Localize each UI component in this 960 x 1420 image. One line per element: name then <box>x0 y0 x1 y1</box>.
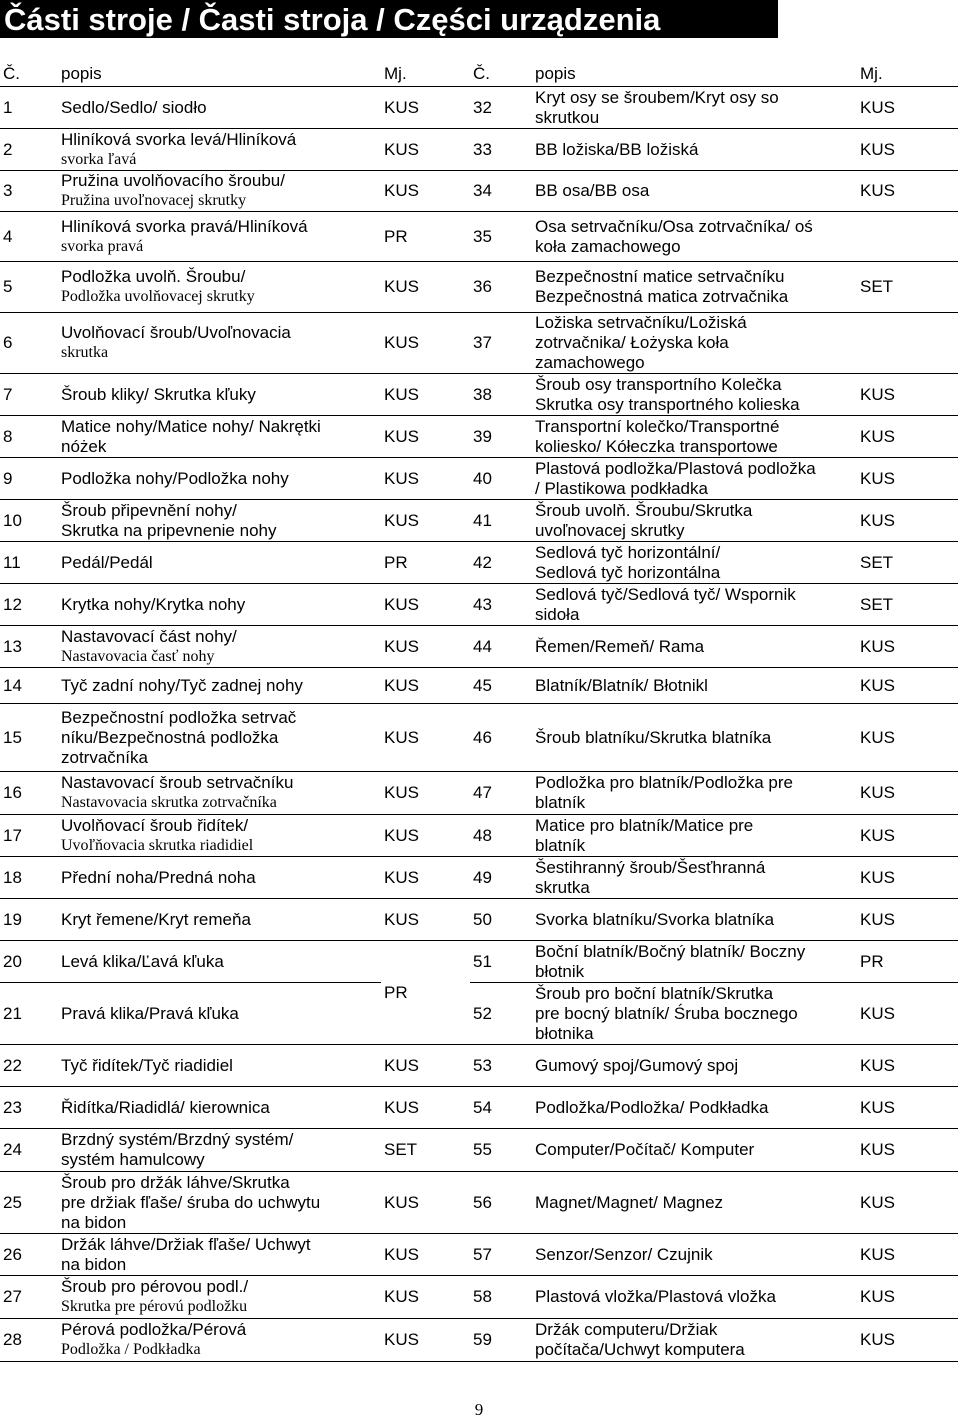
description-line: Kryt osy se šroubem/Kryt osy so <box>535 87 779 107</box>
part-number: 21 <box>0 983 58 1045</box>
part-unit: KUS <box>857 458 958 500</box>
part-description <box>58 416 381 458</box>
description-line: Držák láhve/Držiak fľaše/ Uchwyt <box>61 1234 311 1254</box>
part-unit: KUS <box>381 815 470 857</box>
description-line: pre držiak fľaše/ śruba do uchwytu <box>61 1192 321 1212</box>
table-row <box>0 374 958 416</box>
part-description <box>532 262 857 313</box>
part-number: 6 <box>0 313 58 374</box>
part-unit: PR <box>381 941 470 1045</box>
part-unit: KUS <box>381 584 470 626</box>
description-line: Krytka nohy/Krytka nohy <box>61 594 246 614</box>
description-line: Řemen/Remeň/ Rama <box>535 636 705 656</box>
part-number: 57 <box>470 1234 532 1276</box>
description-line: pre bocný blatník/ Śruba bocznego <box>535 1003 798 1023</box>
description-line: Plastová vložka/Plastová vložka <box>535 1287 776 1306</box>
part-description <box>58 1172 381 1234</box>
part-unit: KUS <box>381 704 470 772</box>
description-line: Řidítka/Riadidlá/ kierownica <box>61 1097 270 1117</box>
part-unit: PR <box>857 941 958 983</box>
part-number: 53 <box>470 1045 532 1087</box>
part-number: 26 <box>0 1234 58 1276</box>
column-header-description: popis <box>532 62 857 87</box>
part-description <box>532 500 857 542</box>
part-unit: KUS <box>381 899 470 941</box>
table-row <box>0 899 958 941</box>
description-line: systém hamulcowy <box>61 1150 205 1169</box>
description-line: Transportní kolečko/Transportné <box>535 416 780 436</box>
description-line: Boční blatník/Bočný blatník/ Boczny <box>535 941 806 961</box>
part-unit: KUS <box>381 1087 470 1129</box>
part-number: 41 <box>470 500 532 542</box>
part-number: 8 <box>0 416 58 458</box>
table-row <box>0 313 958 374</box>
part-unit: KUS <box>857 129 958 171</box>
description-line: nóżek <box>61 436 107 456</box>
description-line: BB osa/BB osa <box>535 181 650 200</box>
part-number: 33 <box>470 129 532 171</box>
part-description <box>532 129 857 171</box>
part-description <box>532 171 857 212</box>
part-number: 28 <box>0 1319 58 1362</box>
description-line: Šroub osy transportního Kolečka <box>535 374 782 394</box>
part-description <box>58 584 381 626</box>
part-number: 34 <box>470 171 532 212</box>
part-description <box>58 668 381 704</box>
description-line: Magnet/Magnet/ Magnez <box>535 1192 724 1212</box>
part-number: 44 <box>470 626 532 668</box>
part-number: 18 <box>0 857 58 899</box>
part-number: 16 <box>0 772 58 815</box>
column-header-number: Č. <box>0 62 58 87</box>
description-line: zamachowego <box>535 353 645 372</box>
part-number: 56 <box>470 1172 532 1234</box>
part-unit: KUS <box>381 1172 470 1234</box>
part-number: 39 <box>470 416 532 458</box>
part-unit: KUS <box>381 857 470 899</box>
table-row <box>0 1234 958 1276</box>
description-line: blatník <box>535 835 586 855</box>
part-unit: KUS <box>381 500 470 542</box>
part-unit: KUS <box>381 87 470 129</box>
description-line: Tyč zadní nohy/Tyč zadnej nohy <box>61 675 303 695</box>
part-number: 25 <box>0 1172 58 1234</box>
description-line: Šroub pro pérovou podl./ <box>61 1277 249 1296</box>
part-unit: KUS <box>857 1129 958 1172</box>
part-description <box>532 212 857 262</box>
description-line: zotrvačníka <box>61 747 148 767</box>
part-number: 55 <box>470 1129 532 1172</box>
table-row <box>0 704 958 772</box>
part-unit: KUS <box>381 1045 470 1087</box>
description-line: Svorka blatníku/Svorka blatníka <box>535 909 775 929</box>
part-number: 37 <box>470 313 532 374</box>
description-line: Držák computeru/Držiak <box>535 1320 718 1339</box>
description-line: Podložka / Podkładka <box>61 1341 201 1358</box>
part-unit: PR <box>381 212 470 262</box>
part-description <box>58 262 381 313</box>
part-unit: SET <box>857 262 958 313</box>
part-description <box>58 815 381 857</box>
part-number: 13 <box>0 626 58 668</box>
description-line: Šroub pro držák láhve/Skrutka <box>61 1172 290 1192</box>
description-line: Nastavovacia skrutka zotrvačníka <box>61 794 277 811</box>
part-description <box>532 1045 857 1087</box>
part-number: 35 <box>470 212 532 262</box>
part-number: 15 <box>0 704 58 772</box>
description-line: Skrutka osy transportného kolieska <box>535 394 800 414</box>
page-number: 9 <box>474 1400 484 1419</box>
table-row <box>0 584 958 626</box>
part-number: 24 <box>0 1129 58 1172</box>
part-number: 11 <box>0 542 58 584</box>
part-number: 7 <box>0 374 58 416</box>
description-line: na bidon <box>61 1212 127 1232</box>
part-unit: KUS <box>381 171 470 212</box>
part-description <box>532 1234 857 1276</box>
description-line: uvoľnovacej skrutky <box>535 520 685 540</box>
description-line: Blatník/Blatník/ Błotnikl <box>535 675 708 695</box>
table-row <box>0 1129 958 1172</box>
part-number: 43 <box>470 584 532 626</box>
description-line: Ložiska setrvačníku/Ložiská <box>535 313 747 332</box>
table-row <box>0 1087 958 1129</box>
part-number: 38 <box>470 374 532 416</box>
part-number: 19 <box>0 899 58 941</box>
part-unit: KUS <box>857 1319 958 1362</box>
part-unit: KUS <box>857 500 958 542</box>
description-line: Nastavovací část nohy/ <box>61 626 237 646</box>
table-row <box>0 941 958 983</box>
part-description <box>58 772 381 815</box>
part-description <box>58 1129 381 1172</box>
table-row <box>0 1319 958 1362</box>
description-line: Sedlová tyč/Sedlová tyč/ Wspornik <box>535 584 796 604</box>
description-line: Podložka nohy/Podložka nohy <box>61 468 289 488</box>
part-description <box>58 941 381 983</box>
table-row <box>0 815 958 857</box>
description-line: Pružina uvolňovacího šroubu/ <box>61 171 285 190</box>
part-unit: KUS <box>381 626 470 668</box>
part-unit: KUS <box>381 772 470 815</box>
part-description <box>58 87 381 129</box>
description-line: Podložka pro blatník/Podložka pre <box>535 773 793 792</box>
part-unit: KUS <box>381 1234 470 1276</box>
parts-table <box>0 62 958 1362</box>
table-row <box>0 129 958 171</box>
description-line: Brzdný systém/Brzdný systém/ <box>61 1130 294 1149</box>
description-line: Senzor/Senzor/ Czujnik <box>535 1244 713 1264</box>
description-line: počítača/Uchwyt komputera <box>535 1340 745 1359</box>
description-line: skrutkou <box>535 107 600 127</box>
description-line: Matice nohy/Matice nohy/ Nakrętki <box>61 416 321 436</box>
description-line: błotnik <box>535 961 585 981</box>
table-row <box>0 857 958 899</box>
part-unit: KUS <box>381 374 470 416</box>
part-description <box>58 1087 381 1129</box>
description-line: Hliníková svorka pravá/Hliníková <box>61 216 308 236</box>
description-line: Podložka uvolňovacej skrutky <box>61 288 255 305</box>
part-description <box>532 815 857 857</box>
part-unit: KUS <box>381 129 470 171</box>
description-line: Šroub připevnění nohy/ <box>61 500 237 520</box>
part-unit: KUS <box>381 416 470 458</box>
description-line: Uvoľňovacia skrutka riadidiel <box>61 836 254 854</box>
part-unit: KUS <box>381 1319 470 1362</box>
part-number: 54 <box>470 1087 532 1129</box>
part-unit: KUS <box>857 815 958 857</box>
part-number: 32 <box>470 87 532 129</box>
part-description <box>58 542 381 584</box>
part-number: 1 <box>0 87 58 129</box>
part-description <box>532 941 857 983</box>
part-number: 4 <box>0 212 58 262</box>
table-row <box>0 542 958 584</box>
part-number: 42 <box>470 542 532 584</box>
part-number: 49 <box>470 857 532 899</box>
part-unit: KUS <box>857 626 958 668</box>
part-description <box>532 704 857 772</box>
part-unit: KUS <box>857 899 958 941</box>
description-line: blatník <box>535 793 586 812</box>
part-description <box>58 899 381 941</box>
part-description <box>532 1276 857 1319</box>
part-description <box>58 983 381 1045</box>
part-number: 47 <box>470 772 532 815</box>
part-number: 17 <box>0 815 58 857</box>
part-number: 50 <box>470 899 532 941</box>
description-line: / Plastikowa podkładka <box>535 478 708 498</box>
part-number: 51 <box>470 941 532 983</box>
description-line: Šroub pro boční blatník/Skrutka <box>535 983 774 1003</box>
description-line: Pedál/Pedál <box>61 552 153 572</box>
part-number: 27 <box>0 1276 58 1319</box>
part-number: 52 <box>470 983 532 1045</box>
table-row <box>0 1172 958 1234</box>
description-line: Šroub uvolň. Šroubu/Skrutka <box>535 500 753 520</box>
part-description <box>532 1172 857 1234</box>
description-line: Šroub kliky/ Skrutka kľuky <box>61 384 256 404</box>
description-line: Pravá klika/Pravá kľuka <box>61 1003 239 1023</box>
part-number: 12 <box>0 584 58 626</box>
part-description <box>532 772 857 815</box>
part-description <box>532 416 857 458</box>
description-line: Šroub blatníku/Skrutka blatníka <box>535 727 772 747</box>
description-line: skrutka <box>535 877 590 897</box>
table-row <box>0 1045 958 1087</box>
description-line: Hliníková svorka levá/Hliníková <box>61 129 297 149</box>
description-line: Šestihranný šroub/Šesťhranná <box>535 857 766 877</box>
description-line: zotrvačnika/ Łożyska koła <box>535 333 729 352</box>
description-line: Podložka uvolň. Šroubu/ <box>61 267 246 286</box>
table-row <box>0 668 958 704</box>
part-unit: KUS <box>857 1234 958 1276</box>
part-unit: SET <box>857 584 958 626</box>
part-description <box>58 313 381 374</box>
description-line: koliesko/ Kółeczka transportowe <box>535 436 778 456</box>
column-header-number: Č. <box>470 62 532 87</box>
part-unit: KUS <box>381 262 470 313</box>
part-description <box>532 899 857 941</box>
description-line: Skrutka pre pérovú podložku <box>61 1298 248 1315</box>
part-description <box>532 542 857 584</box>
part-number: 10 <box>0 500 58 542</box>
description-line: sidoła <box>535 604 580 624</box>
part-unit: KUS <box>381 313 470 374</box>
part-unit: KUS <box>857 374 958 416</box>
table-row <box>0 772 958 815</box>
description-line: Tyč řidítek/Tyč riadidiel <box>61 1055 233 1075</box>
part-unit: SET <box>857 542 958 584</box>
description-line: níku/Bezpečnostná podložka <box>61 727 279 747</box>
part-unit: PR <box>381 542 470 584</box>
part-unit <box>857 313 958 374</box>
part-number: 23 <box>0 1087 58 1129</box>
column-header-unit: Mj. <box>381 62 470 87</box>
description-line: svorka pravá <box>61 237 144 255</box>
table-header-row <box>0 62 958 87</box>
part-description <box>58 500 381 542</box>
part-description <box>532 1319 857 1362</box>
description-line: Matice pro blatník/Matice pre <box>535 815 754 835</box>
part-description <box>58 704 381 772</box>
part-description <box>58 1234 381 1276</box>
part-unit: KUS <box>857 1276 958 1319</box>
description-line: Nastavovacia časť nohy <box>61 647 215 665</box>
part-number: 40 <box>470 458 532 500</box>
part-unit: KUS <box>857 416 958 458</box>
part-description <box>58 1319 381 1362</box>
description-line: svorka ľavá <box>61 150 137 168</box>
part-description <box>532 668 857 704</box>
part-number: 36 <box>470 262 532 313</box>
table-row <box>0 87 958 129</box>
description-line: koła zamachowego <box>535 236 681 256</box>
part-number: 5 <box>0 262 58 313</box>
part-number: 20 <box>0 941 58 983</box>
part-unit: KUS <box>857 983 958 1045</box>
table-row <box>0 171 958 212</box>
part-description <box>532 458 857 500</box>
description-line: BB ložiska/BB ložiská <box>535 139 699 159</box>
description-line: Bezpečnostní matice setrvačníku <box>535 267 785 286</box>
part-number: 9 <box>0 458 58 500</box>
description-line: na bidon <box>61 1254 127 1274</box>
table-row <box>0 983 958 1045</box>
table-row <box>0 262 958 313</box>
part-unit: KUS <box>857 668 958 704</box>
part-unit: KUS <box>857 704 958 772</box>
part-description <box>58 171 381 212</box>
part-description <box>58 374 381 416</box>
description-line: Osa setrvačníku/Osa zotrvačníka/ oś <box>535 216 813 236</box>
description-line: Pružina uvoľnovacej skrutky <box>61 192 247 209</box>
description-line: skrutka <box>61 344 109 361</box>
part-number: 48 <box>470 815 532 857</box>
description-line: Přední noha/Predná noha <box>61 867 256 887</box>
part-unit: KUS <box>857 171 958 212</box>
part-number: 46 <box>470 704 532 772</box>
part-number: 3 <box>0 171 58 212</box>
part-description <box>58 857 381 899</box>
part-number: 14 <box>0 668 58 704</box>
column-header-unit: Mj. <box>857 62 958 87</box>
description-line: Levá klika/Ľavá kľuka <box>61 951 224 971</box>
part-unit: KUS <box>857 1087 958 1129</box>
part-description <box>58 458 381 500</box>
part-description <box>532 1129 857 1172</box>
description-line: Skrutka na pripevnenie nohy <box>61 520 277 540</box>
description-line: Sedlová tyč horizontální/ <box>535 542 721 562</box>
part-description <box>58 1276 381 1319</box>
description-line: Sedlová tyč horizontálna <box>535 562 721 582</box>
table-row <box>0 212 958 262</box>
description-line: Uvolňovací šroub/Uvoľnovacia <box>61 323 291 342</box>
part-number: 59 <box>470 1319 532 1362</box>
part-description <box>58 129 381 171</box>
part-description <box>532 313 857 374</box>
description-line: Gumový spoj/Gumový spoj <box>535 1055 739 1075</box>
part-unit <box>857 212 958 262</box>
part-description <box>58 626 381 668</box>
part-description <box>532 857 857 899</box>
description-line: Sedlo/Sedlo/ siodło <box>61 97 207 117</box>
part-unit: SET <box>381 1129 470 1172</box>
part-number: 22 <box>0 1045 58 1087</box>
description-line: Plastová podložka/Plastová podložka <box>535 458 816 478</box>
table-row <box>0 1276 958 1319</box>
part-number: 2 <box>0 129 58 171</box>
table-row <box>0 626 958 668</box>
page-title: Části stroje / Časti stroja / Części urządzenia <box>0 0 778 38</box>
part-unit: KUS <box>857 772 958 815</box>
table-row <box>0 458 958 500</box>
part-description <box>532 1087 857 1129</box>
column-header-description: popis <box>58 62 381 87</box>
part-unit: KUS <box>381 1276 470 1319</box>
table-row <box>0 416 958 458</box>
part-unit: KUS <box>857 1172 958 1234</box>
description-line: Bezpečnostná matica zotrvačnika <box>535 287 789 306</box>
part-description <box>532 626 857 668</box>
description-line: Bezpečnostní podložka setrvač <box>61 707 297 727</box>
part-description <box>58 1045 381 1087</box>
part-unit: KUS <box>381 668 470 704</box>
description-line: Kryt řemene/Kryt remeňa <box>61 909 251 929</box>
part-description <box>532 584 857 626</box>
part-number: 58 <box>470 1276 532 1319</box>
part-unit: KUS <box>857 857 958 899</box>
part-description <box>58 212 381 262</box>
description-line: Pérová podložka/Pérová <box>61 1320 247 1339</box>
description-line: Nastavovací šroub setrvačníku <box>61 773 294 792</box>
description-line: Podložka/Podložka/ Podkładka <box>535 1097 769 1117</box>
part-unit: KUS <box>857 1045 958 1087</box>
description-line: Computer/Počítač/ Komputer <box>535 1140 755 1159</box>
part-description <box>532 374 857 416</box>
description-line: Uvolňovací šroub řidítek/ <box>61 815 249 835</box>
part-description <box>532 87 857 129</box>
description-line: błotnika <box>535 1023 594 1043</box>
table-row <box>0 500 958 542</box>
part-unit: KUS <box>857 87 958 129</box>
part-number: 45 <box>470 668 532 704</box>
part-unit: KUS <box>381 458 470 500</box>
part-description <box>532 983 857 1045</box>
